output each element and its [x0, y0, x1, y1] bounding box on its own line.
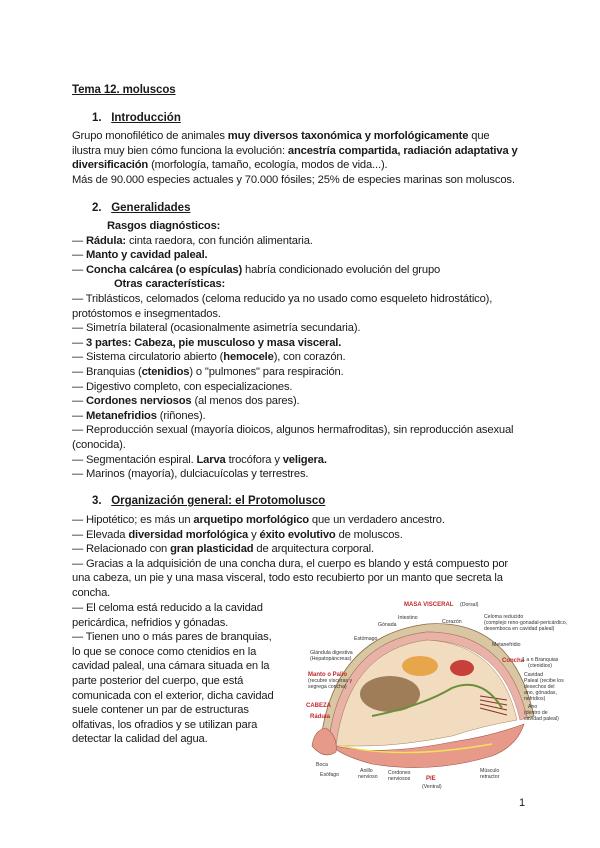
svg-text:Gónada: Gónada [378, 622, 397, 628]
gonad-shape [402, 656, 438, 676]
svg-text:(Dorsal): (Dorsal) [460, 602, 479, 608]
svg-text:Cavidad: Cavidad [524, 672, 544, 678]
svg-text:ano, gónadas,: ano, gónadas, [524, 690, 557, 696]
svg-text:Concha: Concha [502, 658, 525, 664]
svg-text:cavidad paleal): cavidad paleal) [524, 716, 559, 722]
svg-text:Esófago: Esófago [320, 772, 340, 778]
svg-text:CABEZA: CABEZA [306, 703, 331, 709]
svg-text:Metanefridio: Metanefridio [492, 642, 521, 648]
svg-text:Celoma reducido: Celoma reducido [484, 614, 524, 620]
svg-text:Corazón: Corazón [442, 619, 462, 625]
svg-text:nefridios): nefridios) [524, 696, 546, 702]
svg-text:(Hepatopáncreas): (Hepatopáncreas) [310, 656, 352, 662]
page-number: 1 [519, 797, 526, 809]
section-3-heading: 3. Organización general: el Protomolusco [92, 495, 326, 507]
svg-text:Manto o Palio: Manto o Palio [308, 672, 347, 678]
diagnostic-traits-heading: Rasgos diagnósticos: [107, 220, 221, 232]
svg-text:segrega concha): segrega concha) [308, 684, 347, 690]
svg-text:PIE: PIE [426, 776, 436, 782]
section-1-body: Grupo monofilético de animales muy diversos taxonómica y morfológicamente que ilustra muy bien cómo funciona la evolución: ancestría compartida, radiación adaptativa y diversificación (morfología, tamaño, ecología, modos de vida...). Más de 90.000 especies actuales y 70.000 fósiles; 25% de especies marinas son moluscos. [72, 130, 518, 186]
svg-text:Cordones: Cordones [388, 770, 411, 776]
section-2-body: Rasgos diagnósticos: — Rádula: cinta raedora, con función alimentaria. — Manto y cavidad paleal. — Concha calcárea (o espículas) habría condicionado evolución del grupo Otras características: — Triblásticos, celomados (celoma reducido ya no usado como esqueleto hidrostático), protóstomos e insegmentados. — Simetría bilateral (ocasionalmente asimetría secundaria). — 3 partes: Cabeza, pie musculoso y masa visceral. — Sistema circulatorio abierto (hemocele), con corazón. — Branquias (ctenidios) o "pulmones" para respiración. — Digestivo completo, con especializaciones. — Cordones nerviosos (al menos dos pares). — Metanefridios (riñones). — Reproducción sexual (mayoría dioicos, algunos hermafroditas), sin reproducción asexual (conocida). — Segmentación espiral. Larva trocófora y veligera. — Marinos (mayoría), dulciacuícolas y terrestres. [72, 219, 532, 482]
svg-text:Intestino: Intestino [398, 615, 418, 621]
svg-text:desemboca en cavidad paleal): desemboca en cavidad paleal) [484, 626, 555, 632]
section-3-body: — Hipotético; es más un arquetipo morfológico que un verdadero ancestro. — Elevada diversidad morfológica y éxito evolutivo de moluscos. — Relacionado con gran plasticidad de arquitectura corporal. — Gracias a la adquisición de una concha dura, el cuerpo es blando y está compuesto por una cabeza, un pie y una masa visceral, todo esto recubierto por un manto que secreta la concha. [72, 514, 508, 599]
svg-text:nervioso: nervioso [358, 774, 378, 780]
svg-text:Anillo: Anillo [360, 768, 373, 774]
svg-text:Boca: Boca [316, 762, 328, 768]
protomollusc-illustration [302, 596, 568, 792]
section-3-left-column: — El celoma está reducido a la cavidad pericárdica, nefridios y gónadas. — Tienen uno o más pares de branquias, lo que se conoce como ctenidios en la cavidad paleal, una cámara situada en la parte posterior del cuerpo, que está comunicada con el exterior, dicha cavidad suele contener un par de estructuras olfativas, los ofradios y se utilizan para detectar la calidad del agua. [72, 602, 274, 746]
svg-text:(Ventral): (Ventral) [422, 784, 442, 790]
svg-text:(complejo reno-gonadal-pericár: (complejo reno-gonadal-pericárdico, [484, 620, 568, 626]
section-1-heading: 1. Introducción [92, 112, 181, 124]
svg-text:Glándula digestiva: Glándula digestiva [310, 650, 353, 656]
document-title: Tema 12. moluscos [72, 84, 176, 96]
svg-text:Paleal (recibe los: Paleal (recibe los [524, 678, 564, 684]
svg-text:Ano: Ano [528, 704, 538, 710]
svg-text:(dentro de: (dentro de [524, 710, 548, 716]
svg-text:(recubre vísceras y: (recubre vísceras y [308, 678, 353, 684]
other-traits-heading: Otras características: [114, 278, 226, 291]
svg-text:desechos del: desechos del [524, 684, 555, 690]
svg-text:1 a n Branquias: 1 a n Branquias [522, 657, 559, 663]
svg-text:(ctenidios): (ctenidios) [528, 663, 552, 669]
section-2-heading: 2. Generalidades [92, 202, 191, 214]
protomollusc-diagram [302, 596, 568, 792]
svg-text:retractor: retractor [480, 774, 500, 780]
svg-text:Rádula: Rádula [310, 714, 331, 720]
svg-text:nerviosos: nerviosos [388, 776, 411, 782]
svg-text:Músculo: Músculo [480, 768, 500, 774]
heart-shape [450, 660, 474, 676]
svg-text:MASA VISCERAL: MASA VISCERAL [404, 602, 454, 608]
svg-text:Estómago: Estómago [354, 636, 378, 642]
